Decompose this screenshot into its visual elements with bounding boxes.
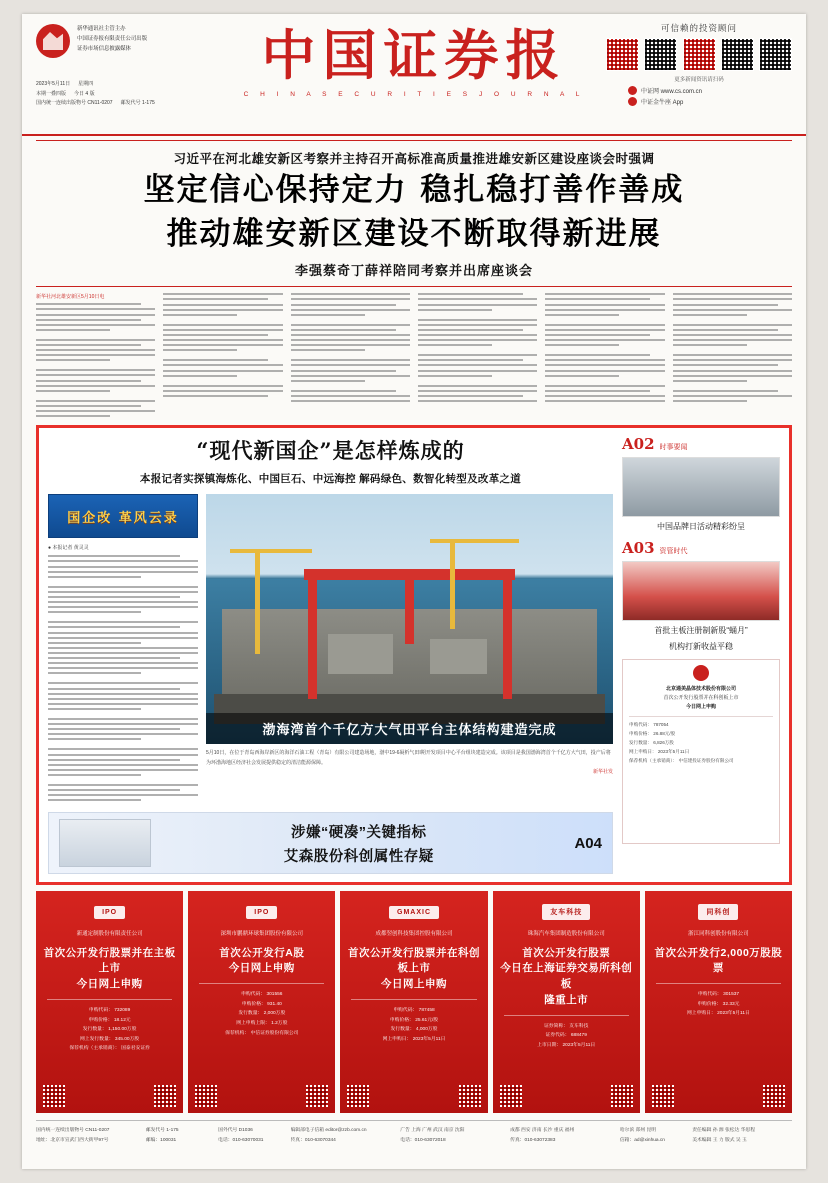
ad-1-qr-icon-2[interactable] <box>154 1085 176 1107</box>
tower-crane-1-arm <box>230 549 311 553</box>
ad-5-row-0 <box>652 990 785 1000</box>
ad-1-row-3 <box>43 1035 176 1045</box>
series-badge-label: 国企改 革风云录 <box>67 510 179 526</box>
ad-1-row-1-key: 申购价格： <box>88 1017 113 1023</box>
lead-headline-line-1: 坚定信心保持定力 稳扎稳打善作善成 <box>143 172 685 208</box>
footer-col-3 <box>218 1126 280 1145</box>
ad-5-row-0-key: 申购代码： <box>697 992 722 998</box>
gantry-leg-left <box>308 569 317 699</box>
ad-1-line-2: 今日网上申购 <box>76 978 143 991</box>
ad-2-row-3-key: 网上申购上限： <box>236 1020 270 1026</box>
ad-3-line-1: 首次公开发行股票并在科创板上市 <box>348 946 480 975</box>
footer-col-7-line-2: 信箱：ad@xinhua.cn <box>619 1137 665 1143</box>
lead-story-columns <box>36 293 792 419</box>
side-ad-row-1-value: 26.88元/股 <box>653 731 676 737</box>
issue-weekday: 星期四 <box>78 81 94 87</box>
ad-2-company: 深圳市鹏鼎环球集团股份有限公司 <box>220 931 304 938</box>
ad-3-row-3-value: 2023年5月11日 <box>412 1036 446 1042</box>
issue-date: 2023年5月11日 <box>36 81 71 87</box>
side-caption-a03-line2: 机构打新收益平稳 <box>669 642 733 652</box>
side-ad-row-3 <box>629 748 773 757</box>
ad-2-logo-icon: IPO <box>195 899 328 925</box>
photo-credit-source: 新华社发 <box>592 769 613 776</box>
ad-2-row-2-value: 2,000万股 <box>263 1011 286 1017</box>
feature-photo-caption: 渤海湾首个千亿方大气田平台主体结构建造完成 <box>206 713 613 744</box>
ad-4-row-2-key: 上市日期： <box>537 1042 562 1048</box>
side-caption-a03-line1: 首批主板注册制新股“蛹月” <box>654 626 748 636</box>
promo-page-code[interactable]: A04 <box>574 834 602 852</box>
ad-3-row-2 <box>347 1025 480 1035</box>
qr-code-icon-5[interactable] <box>759 38 792 71</box>
ad-1-row-0 <box>43 1006 176 1016</box>
feature-subtitle: 本报记者实探镇海炼化、中国巨石、中远海控 解码绿色、数智化转型及改革之道 <box>139 473 522 486</box>
side-ad-row-0 <box>629 721 773 730</box>
side-page-tag-a02: 时事要闻 <box>659 444 688 452</box>
ad-3-row-1-value: 25.61元/股 <box>415 1017 439 1023</box>
ad-3-row-0 <box>347 1006 480 1016</box>
ad-5-company: 浙江同科创股份有限公司 <box>688 931 749 938</box>
ad-5-line-1: 首次公开发行2,000万股股票 <box>654 946 783 975</box>
side-ad-row-0-value: 787054 <box>653 722 669 728</box>
masthead-qr-note: 更多新闻资讯请扫码 <box>674 77 724 83</box>
ad-2-row-1-value: 931.40 <box>267 1001 282 1007</box>
ipo-ad-3[interactable] <box>340 891 487 1113</box>
side-ad-row-0-key: 申购代码： <box>629 722 652 728</box>
story-column-1 <box>36 293 155 419</box>
ad-5-row-2-key: 网上申购日： <box>686 1011 716 1017</box>
qr-code-icon-1[interactable] <box>606 38 639 71</box>
footer-col-4 <box>291 1126 391 1145</box>
qr-code-icon-4[interactable] <box>721 38 754 71</box>
footer-col-2 <box>146 1126 208 1145</box>
ad-1-row-2-key: 发行数量： <box>82 1027 107 1033</box>
side-ad-row-1 <box>629 730 773 739</box>
ad-5-row-1-value: 32.33元 <box>722 1001 740 1007</box>
ad-4-row-1-value: 688479 <box>570 1033 587 1039</box>
footer-col-8-line-1: 责任编辑 孙 源 张松达 华思程 <box>692 1128 756 1134</box>
feature-byline: ● 本报记者 黄灵灵 <box>48 545 89 552</box>
ad-4-logo-icon: 友车科技 <box>500 899 633 925</box>
issue-cn-number: 国内统一连续出版物号 CN11-0207 <box>36 100 113 106</box>
ad-4-line-1: 首次公开发行股票 <box>522 946 611 959</box>
ad-5-row-1-key: 申购价格： <box>697 1001 722 1007</box>
link-website[interactable] <box>606 86 792 95</box>
footer-col-6-line-1: 成都 西安 济南 长沙 重庆 福州 <box>510 1128 575 1134</box>
story-column-5 <box>545 293 664 419</box>
ad-4-row-0-key: 证券简称： <box>543 1023 568 1029</box>
footer-col-6-line-2: 传真：010-63072383 <box>510 1137 556 1143</box>
story-column-2 <box>163 293 282 419</box>
ad-3-row-0-value: 787458 <box>418 1007 435 1013</box>
ad-1-row-1 <box>43 1016 176 1026</box>
ad-4-row-0-value: 友车科技 <box>569 1023 589 1029</box>
ad-4-qr-icon-1[interactable] <box>500 1085 522 1107</box>
paper-title: 中国证券报 <box>261 23 567 87</box>
tower-crane-1 <box>255 549 260 654</box>
issue-sections: 本期一叠四版 <box>36 90 67 97</box>
side-ad-company: 北京通美晶体技术股份有限公司 <box>665 686 736 693</box>
globe-icon <box>628 86 637 95</box>
lead-dateline: 新华社河北雄安新区5月10日电 <box>36 294 105 301</box>
link-app-label: 中证金牛座 App <box>641 100 684 106</box>
side-ad-row-4-key: 保荐机构（主承销商）： <box>629 758 678 764</box>
ipo-ad-5[interactable] <box>645 891 792 1113</box>
ad-4-company: 珠海汽车集团制造股份有限公司 <box>527 931 605 938</box>
ad-5-row-2-value: 2023年5月11日 <box>717 1011 750 1017</box>
ad-3-qr-icon-2[interactable] <box>459 1085 481 1107</box>
story-text-2 <box>163 293 282 397</box>
ad-2-qr-icon-2[interactable] <box>306 1085 328 1107</box>
side-ad-row-4 <box>629 757 773 766</box>
footer-col-7 <box>620 1126 682 1145</box>
page-footer <box>36 1120 792 1145</box>
ad-2-row-4-key: 保荐机构： <box>225 1030 250 1036</box>
footer-col-6 <box>510 1126 610 1145</box>
side-ipo-ad[interactable] <box>622 659 780 844</box>
ad-5-logo-icon: 同科创 <box>652 899 785 925</box>
ad-3-row-0-key: 申购代码： <box>393 1007 418 1013</box>
ad-5-qr-icon-1[interactable] <box>652 1085 674 1107</box>
ad-5-row-0-value: 301537 <box>723 992 740 998</box>
ad-1-row-2-value: 1,150.00万股 <box>108 1027 137 1033</box>
feature-side-text <box>48 494 198 804</box>
ipo-ad-row <box>36 891 792 1113</box>
feature-main-column <box>48 435 613 873</box>
side-item-a02[interactable] <box>622 435 780 533</box>
ad-1-row-4-value: 国泰君安证券 <box>121 1046 150 1052</box>
story-column-6 <box>673 293 792 419</box>
ad-3-company: 成都翌创科技集团控股有限公司 <box>375 931 453 938</box>
ad-1-row-0-key: 申购代码： <box>88 1007 113 1013</box>
ad-2-row-4 <box>195 1029 328 1039</box>
ad-4-row-1-key: 证券代码： <box>545 1033 570 1039</box>
ad-1-line-1: 首次公开发行股票并在主板上市 <box>43 946 176 975</box>
footer-col-3-line-2: 电话：010-63070031 <box>218 1137 264 1143</box>
ad-2-row-0-key: 申购代码： <box>241 992 266 998</box>
lead-headline-block <box>36 140 792 279</box>
ad-3-row-2-key: 发行数量： <box>390 1027 415 1033</box>
ad-4-row-2 <box>500 1041 633 1051</box>
ad-3-row-3-key: 网上申购日： <box>382 1036 412 1042</box>
footer-col-4-line-2: 传真：010-63070344 <box>290 1137 336 1143</box>
ad-1-row-3-key: 网上发行数量： <box>79 1036 114 1042</box>
ad-2-row-2-key: 发行数量： <box>238 1011 263 1017</box>
tower-crane-2 <box>450 539 455 629</box>
feature-photo-column <box>206 494 613 804</box>
lead-kicker: 习近平在河北雄安新区考察并主持召开高标准高质量推进雄安新区建设座谈会时强调 <box>173 151 655 166</box>
side-ad-subtitle-1: 首次公开发行股票并在科创板上市 <box>663 695 739 702</box>
ad-5-qr-icon-2[interactable] <box>763 1085 785 1107</box>
footer-col-5-line-2: 电话：010-63072018 <box>400 1137 446 1143</box>
side-page-code-a03: A03 <box>622 539 655 558</box>
ad-3-row-3 <box>347 1035 480 1045</box>
story-column-4 <box>418 293 537 419</box>
ad-4-row-0 <box>500 1022 633 1032</box>
ad-2-row-3-value: 1.2万股 <box>271 1020 288 1026</box>
platform-module-2 <box>430 639 487 674</box>
photo-credit-text: 5月10日，在位于青岛西海岸新区的海洋石油工程（青岛）有限公司建造场地，渤中19-6凝析气田I期开发项目中心平台组块建造完成。该项目是我国渤海湾首个千亿方大气田，投产后将为环渤海地区经济社会发展提供稳定的清洁能源保障。 <box>206 750 611 766</box>
ad-2-line-2: 今日网上申购 <box>228 962 295 975</box>
story-text-3 <box>291 293 410 402</box>
ad-3-logo-icon: GMAXIC <box>347 899 480 925</box>
ad-1-row-3-value: 345.00万股 <box>114 1036 140 1042</box>
ad-1-qr-icon-1[interactable] <box>43 1085 65 1107</box>
ad-2-row-4-value: 中信证券股份有限公司 <box>250 1030 299 1036</box>
ipo-ad-2[interactable] <box>188 891 335 1113</box>
side-ad-row-2 <box>629 739 773 748</box>
ad-4-row-2-value: 2023年5月11日 <box>562 1042 596 1048</box>
publisher-line-3: 证券市场信息披露媒体 <box>77 46 131 52</box>
ad-3-line-2: 今日网上申购 <box>381 978 447 991</box>
story-column-3 <box>291 293 410 419</box>
side-page-code-a02: A02 <box>622 435 655 454</box>
side-ad-row-1-key: 申购价格： <box>629 731 652 737</box>
ad-1-row-0-value: 732089 <box>114 1007 131 1013</box>
ad-2-row-0 <box>195 990 328 1000</box>
side-ad-row-2-value: 6,826万股 <box>653 740 674 746</box>
qr-code-icon-2[interactable] <box>644 38 677 71</box>
footer-col-8 <box>692 1126 792 1145</box>
ad-1-row-4-key: 保荐机构（主承销商）： <box>69 1046 120 1052</box>
ad-4-row-1 <box>500 1031 633 1041</box>
feature-promo-banner[interactable] <box>48 812 613 874</box>
side-photo-a02 <box>622 457 780 517</box>
side-ad-logo-icon <box>693 665 709 681</box>
side-ad-row-2-key: 发行数量： <box>629 740 652 746</box>
side-caption-a02: 中国品牌日活动精彩纷呈 <box>657 522 745 532</box>
issue-post-code: 邮发代号 1-175 <box>120 100 155 106</box>
footer-col-1 <box>36 1126 136 1145</box>
footer-col-5 <box>400 1126 500 1145</box>
link-app[interactable] <box>606 97 792 106</box>
side-item-a03[interactable] <box>622 539 780 653</box>
ad-5-row-1 <box>652 1000 785 1010</box>
footer-col-2-line-2: 邮编：100031 <box>145 1137 177 1143</box>
ad-4-line-3: 隆重上市 <box>544 993 589 1006</box>
promo-line-1: 涉嫌“硬凑”关键指标 <box>290 824 427 841</box>
feature-photo <box>206 494 613 744</box>
side-ad-row-3-value: 2023年5月11日 <box>657 749 690 755</box>
newspaper-sheet <box>22 14 806 1169</box>
footer-col-4-line-1: 编辑部电子信箱 editor@zzb.com.cn <box>290 1128 367 1134</box>
feature-text-block <box>48 555 198 801</box>
qr-code-icon-3[interactable] <box>683 38 716 71</box>
ad-1-row-4 <box>43 1044 176 1054</box>
app-icon <box>628 97 637 106</box>
ad-1-logo-icon: IPO <box>43 899 176 925</box>
ipo-ad-1[interactable] <box>36 891 183 1113</box>
feature-title: “现代新国企”是怎样炼成的 <box>196 438 465 464</box>
tower-crane-2-arm <box>430 539 520 543</box>
ad-2-row-2 <box>195 1009 328 1019</box>
masthead-qr-block <box>606 22 792 106</box>
ad-5-row-2 <box>652 1009 785 1019</box>
ad-3-row-2-value: 4,000万股 <box>415 1027 438 1033</box>
link-website-label: 中证网 www.cs.com.cn <box>641 89 703 95</box>
ad-4-line-2: 今日在上海证券交易所科创板 <box>500 962 633 991</box>
side-photo-a03 <box>622 561 780 621</box>
gantry-leg-mid <box>405 574 414 644</box>
lead-subhead: 李强蔡奇丁薛祥陪同考察并出席座谈会 <box>294 263 533 279</box>
ad-2-line-1: 首次公开发行A股 <box>219 946 305 959</box>
feature-photo-credit <box>206 749 613 778</box>
story-text-5 <box>545 293 664 402</box>
publisher-line-1: 新华通讯社主管主办 <box>77 26 126 32</box>
feature-highlight-region[interactable] <box>36 425 792 885</box>
story-text-4 <box>418 293 537 402</box>
paper-title-pinyin: C H I N A S E C U R I T I E S J O U R N A L <box>243 91 585 98</box>
ad-2-row-1-key: 申购价格： <box>241 1001 266 1007</box>
masthead <box>22 14 806 136</box>
ad-2-row-3 <box>195 1019 328 1029</box>
ad-3-row-1-key: 申购价格： <box>389 1017 414 1023</box>
gantry-leg-right <box>503 569 512 699</box>
ad-1-company: 新通定制股份有限责任公司 <box>76 931 143 938</box>
feature-side-rail <box>622 435 780 873</box>
footer-col-1-line-2: 地址：北京市宣武门西大街甲97号 <box>36 1137 109 1143</box>
platform-module-1 <box>328 634 393 674</box>
side-ad-subtitle-2: 今日网上申购 <box>685 704 716 711</box>
series-badge <box>48 494 198 538</box>
side-ad-row-3-key: 网上申购日： <box>629 749 657 755</box>
publisher-line-2: 中国证券报有限责任公司出版 <box>77 36 148 42</box>
issue-pages: 今日 4 版 <box>74 90 95 97</box>
promo-line-2: 艾森股份科创属性存疑 <box>283 848 434 865</box>
ad-3-qr-icon-1[interactable] <box>347 1085 369 1107</box>
headline-divider <box>36 286 792 287</box>
footer-col-1-line-1: 国内统一连续出版物号 CN11-0207 <box>36 1128 110 1134</box>
footer-col-8-line-2: 美术编辑 王 力 版式 吴 玉 <box>692 1137 747 1143</box>
footer-col-2-line-1: 邮发代号 1-175 <box>145 1128 179 1134</box>
story-text-1 <box>36 303 155 417</box>
footer-col-3-line-1: 国外代号 D1036 <box>218 1128 253 1134</box>
ipo-ad-4[interactable] <box>493 891 640 1113</box>
ad-2-row-0-value: 301556 <box>266 992 283 998</box>
footer-col-5-line-1: 广告 上海 广州 武汉 南京 沈阳 <box>400 1128 465 1134</box>
story-text-6 <box>673 293 792 402</box>
ad-1-row-2 <box>43 1025 176 1035</box>
lead-headline-line-2: 推动雄安新区建设不断取得新进展 <box>166 215 662 252</box>
side-page-tag-a03: 资管时代 <box>659 548 688 556</box>
ad-2-row-1 <box>195 1000 328 1010</box>
ad-3-row-1 <box>347 1016 480 1026</box>
ad-4-qr-icon-2[interactable] <box>611 1085 633 1107</box>
footer-col-7-line-1: 哈尔滨 郑州 昆明 <box>619 1128 657 1134</box>
ad-1-row-1-value: 18.12元 <box>113 1017 131 1023</box>
side-ad-row-4-value: 中信建投证券股份有限公司 <box>678 758 734 764</box>
promo-thumbnail <box>59 819 151 867</box>
masthead-slogan: 可信赖的投资顾问 <box>660 23 737 33</box>
ad-2-qr-icon-1[interactable] <box>195 1085 217 1107</box>
